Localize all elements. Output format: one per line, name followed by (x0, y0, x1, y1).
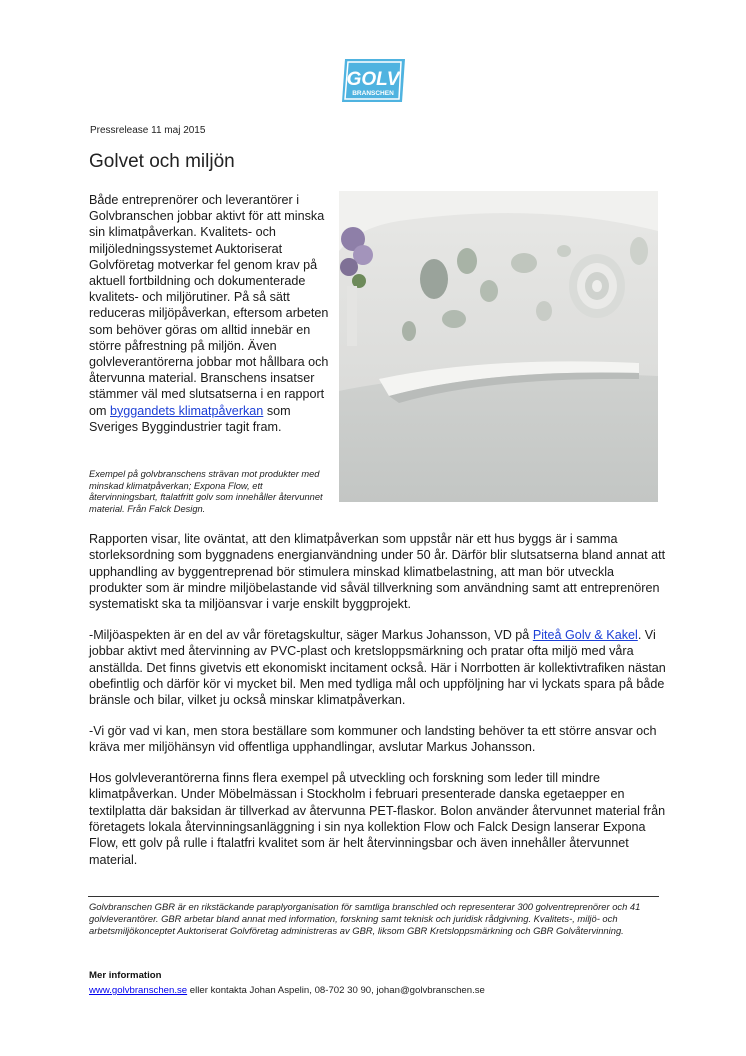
logo-graphic (339, 56, 409, 106)
paragraph-report: Rapporten visar, lite oväntat, att den klimatpåverkan som uppstår när ett hus byggs är i samma storleksordning som byggnadens energianvändning under 50 år. Därför blir slutsatserna bland annat att upphandling av byggentreprenad bör stimulera minskad klimatbelastning, att man bör utveckla produkter som är mindre miljöbelastande vid såväl tillverkning som användning samt att entreprenören systematiskt ska ta miljöansvar i varje enskilt byggprojekt. (89, 532, 666, 612)
paragraph-suppliers: Hos golvleverantörerna finns flera exempel på utveckling och forskning som leder till mindre klimatpåverkan. Under Möbelmässan i Stockholm i februari presenterade danska egetaepper en textilplatta där baksidan är tillverkad av återvunna PET-flaskor. Bolon använder återvunnet material från företagets lokala återvinningsanläggning i sin nya kollektion Flow och Falck Design lanserar Expona Flow, ett golv på rulle i ftalatfri kvalitet som är helt återvinningsbar och även innehåller återvunnet material. (89, 771, 666, 867)
logo-sub-text: BRANSCHEN (352, 90, 394, 97)
interior-photo (339, 191, 658, 502)
intro-text-start: Både entreprenörer och leverantörer i Golvbranschen jobbar aktivt för att minska sin klimatpåverkan. Kvalitets- och miljöledningssystemet Auktoriserat Golvföretag motverkar fel genom krav på aktuell fortbildning och dokumenterade kvalitets- och miljörutiner. På så sätt reduceras miljöpåverkan, eftersom arbeten som behöver göras om alltid innebär en större påfrestning på miljön. Även golvleverantörerna jobbar mot hållbara och återvunna material. Branschens insatser stämmer väl med slutsatserna i en rapport om (89, 193, 329, 418)
intro-paragraph (89, 192, 331, 435)
more-info-heading: Mer information (89, 970, 162, 981)
website-link[interactable]: www.golvbranschen.se (89, 985, 188, 996)
logo-main-text: GOLV (346, 69, 400, 90)
paragraph-quote-markus (89, 627, 669, 708)
contact-text: eller kontakta Johan Aspelin, 08-702 30 90, johan@golvbranschen.se (187, 985, 485, 996)
intro-text-end: som Sveriges Byggindustrier tagit fram. (89, 403, 291, 434)
article-body (89, 531, 669, 882)
page-title: Golvet och miljön (89, 151, 235, 172)
quote-text-end: . Vi jobbar aktivt med återvinning av PVC-plast och kretsloppsmärkning och pratar ofta miljö med våra anställda. Det finns givetvis ett ekonomiskt incitament också. Här i Norrbotten är kollektivtrafiken nästan obefintlig och därför kör vi mycket bil. Men med tydliga mål och uppföljning har vi lyckats spara på både bränsle och bilar, vilket ju också minskar klimatpåverkan. (89, 627, 666, 708)
release-date: Pressrelease 11 maj 2015 (90, 125, 206, 136)
contact-line (89, 985, 485, 996)
footer-divider (88, 896, 659, 897)
paragraph-quote-closing: -Vi gör vad vi kan, men stora beställare som kommuner och landsting behöver ta ett större ansvar och kräva mer miljöhänsyn vid offentliga upphandlingar, avslutar Markus Johansson. (89, 723, 657, 755)
interior-illustration (339, 191, 658, 502)
organization-description: Golvbranschen GBR är en rikstäckande paraplyorganisation för samtliga branschled och representerar 300 golventreprenörer och 41 golvleverantörer. GBR arbetar bland annat med information, forskning samt teknisk och juridisk rådgivning. Kvalitets-, miljö- och arbetsmiljökonceptet Auktoriserat Golvföretag administreras av GBR, liksom GBR Kretsloppsmärkning och GBR Golvåtervinning. (89, 901, 641, 937)
image-caption: Exempel på golvbranschens strävan mot produkter med minskad klimatpåverkan; Expona Flow, ett återvinningsbart, ftalatfritt golv som innehåller återvunnet material. Från Falck Design. (89, 469, 323, 514)
golvbranschen-logo (339, 56, 409, 106)
byggandets-klimatpaverkan-link[interactable]: byggandets klimatpåverkan (110, 403, 264, 418)
pitea-golv-kakel-link[interactable]: Piteå Golv & Kakel (532, 627, 638, 642)
quote-text-start: -Miljöaspekten är en del av vår företagskultur, säger Markus Johansson, VD på (89, 627, 533, 642)
